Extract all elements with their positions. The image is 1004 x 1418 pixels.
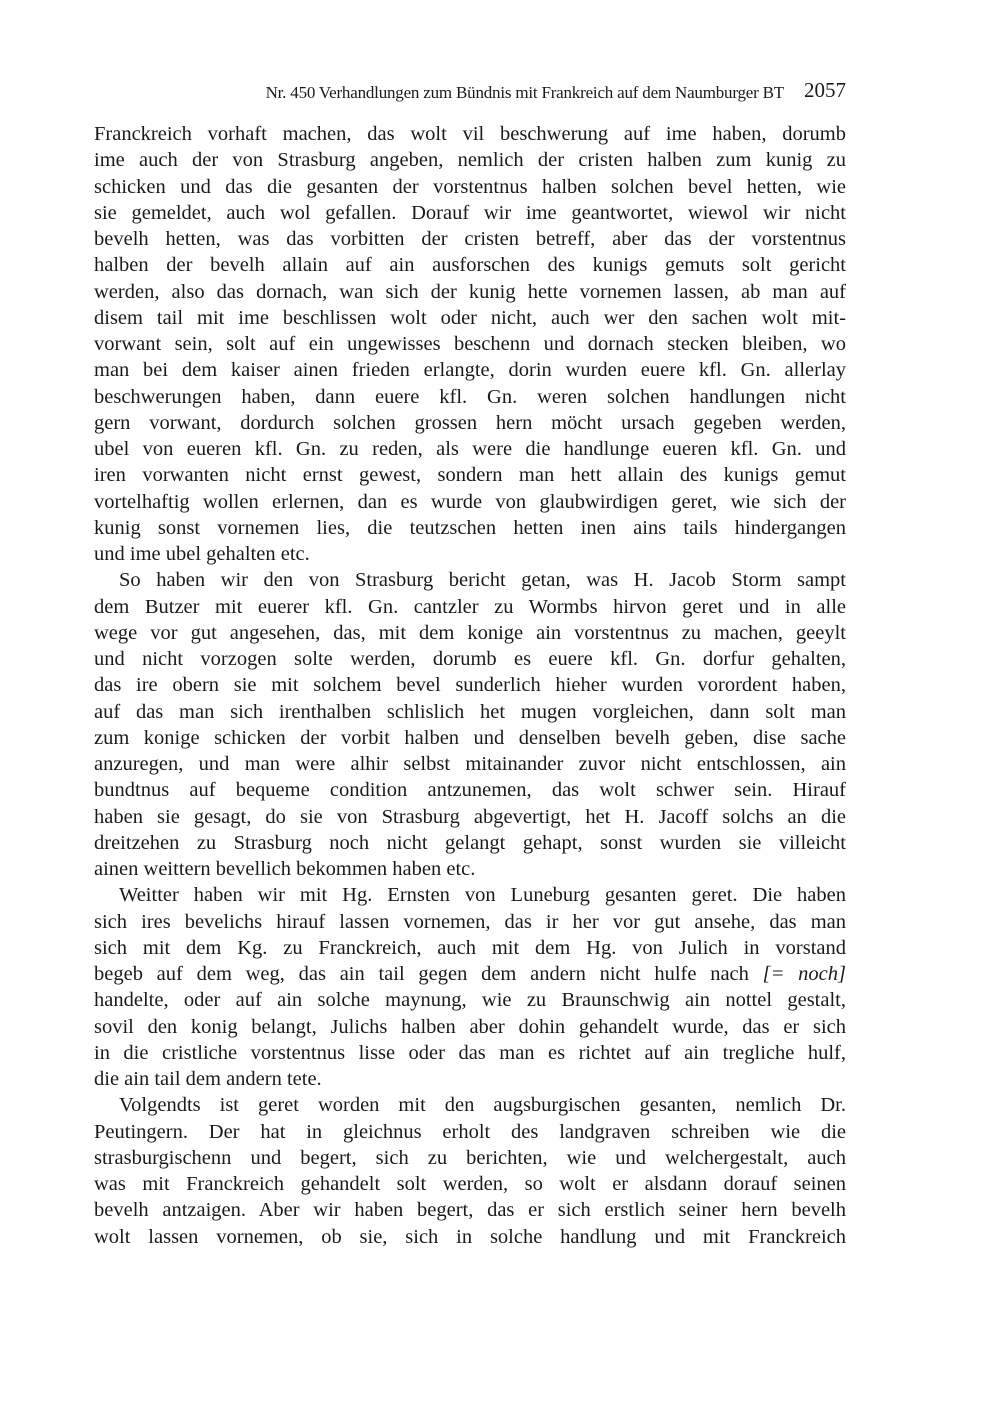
text-line: handelte, oder auf ain solche maynung, wie zu Braunschwig ain nottel gestalt, xyxy=(94,989,846,1012)
text-line: und ime ubel gehalten etc. xyxy=(94,543,310,565)
text-line: So haben wir den von Strasburg bericht getan, was H. Jacob Storm sampt xyxy=(119,569,846,592)
text-line: das ire obern sie mit solchem bevel sunderlich hieher wurden vorordent haben, xyxy=(94,674,846,697)
text-line: iren vorwanten nicht ernst gewest, sondern man hett allain des kunigs gemut xyxy=(94,464,846,487)
paragraph-1 xyxy=(94,121,846,567)
text-line: auf das man sich irenthalben schlislich het mugen vorgleichen, dann solt man xyxy=(94,700,846,723)
text-line: dreitzehen zu Strasburg noch nicht gelangt gehapt, sonst wurden sie villeicht xyxy=(94,831,846,854)
text-line: was mit Franckreich gehandelt solt werden, so wolt er alsdann dorauf seinen xyxy=(94,1173,846,1195)
text-line: wolt lassen vornemen, ob sie, sich in solche handlung und mit Franckreich xyxy=(94,1225,846,1248)
text-line: kunig sonst vornemen lies, die teutzschen hetten inen ains tails hindergangen xyxy=(94,516,846,539)
text-line: ubel von eueren kfl. Gn. zu reden, als were die handlunge eueren kfl. Gn. und xyxy=(94,438,846,460)
text-line: wege vor gut angesehen, das, mit dem konige ain vorstentnus zu machen, geeylt xyxy=(94,621,846,644)
text-line: anzuregen, und man were alhir selbst mitainander zuvor nicht entschlossen, ain xyxy=(94,753,846,775)
text-line: vorwant sein, solt auf ein ungewisses beschenn und dornach stecken bleiben, wo xyxy=(94,333,846,355)
text-line: Peutingern. Der hat in gleichnus erholt des landgraven schreiben wie die xyxy=(94,1120,846,1143)
text-line: haben sie gesagt, do sie von Strasburg abgevertigt, het H. Jacoff solchs an die xyxy=(94,805,846,828)
text-line: die ain tail dem andern tete. xyxy=(94,1068,322,1090)
editorial-note: [= noch] xyxy=(762,963,846,985)
text-line: Volgendts ist geret worden mit den augsburgischen gesanten, nemlich Dr. xyxy=(119,1094,846,1117)
text-segment: begeb auf dem weg, das ain tail gegen dem andern nicht hulfe nach xyxy=(94,963,763,985)
text-line: sich ires bevelichs hirauf lassen vornemen, das ir her vor gut ansehe, das man xyxy=(94,910,846,933)
text-line: schicken und das die gesanten der vorstentnus halben solchen bevel hetten, wie xyxy=(94,175,846,198)
text-line: Weitter haben wir mit Hg. Ernsten von Luneburg gesanten geret. Die haben xyxy=(119,884,846,907)
paragraph-4 xyxy=(94,1092,846,1250)
text-line: gern vorwant, dordurch solchen grossen hern möcht ursach gegeben werden, xyxy=(94,411,846,434)
text-line: und nicht vorzogen solte werden, dorumb es euere kfl. Gn. dorfur gehalten, xyxy=(94,648,846,670)
text-line: strasburgischenn und begert, sich zu berichten, wie und welchergestalt, auch xyxy=(94,1146,846,1169)
text-line: werden, also das dornach, wan sich der kunig hette vornemen lassen, ab man auf xyxy=(94,280,846,303)
text-line: sovil den konig belangt, Julichs halben aber dohin gehandelt wurde, das er sich xyxy=(94,1015,846,1038)
text-line: ime auch der von Strasburg angeben, nemlich der cristen halben zum kunig zu xyxy=(94,149,846,172)
text-line: in die cristliche vorstentnus lisse oder das man es richtet auf ain tregliche hulf, xyxy=(94,1041,846,1064)
text-line xyxy=(94,961,846,987)
text-line: beschwerungen haben, dann euere kfl. Gn. weren solchen handlungen nicht xyxy=(94,385,846,408)
text-line: zum konige schicken der vorbit halben und denselben bevelh geben, dise sache xyxy=(94,726,846,749)
paragraph-3 xyxy=(94,882,846,1092)
page-number: 2057 xyxy=(804,78,846,102)
text-line: sich mit dem Kg. zu Franckreich, auch mit dem Hg. von Julich in vorstand xyxy=(94,936,846,959)
document-body xyxy=(94,121,846,1250)
text-line: bundtnus auf bequeme condition antzunemen, das wolt schwer sein. Hirauf xyxy=(94,779,846,802)
header-title: Nr. 450 Verhandlungen zum Bündnis mit Frankreich auf dem Naumburger BT xyxy=(265,83,784,102)
text-line: dem Butzer mit euerer kfl. Gn. cantzler zu Wormbs hirvon geret und in alle xyxy=(94,595,846,618)
text-line: bevelh hetten, was das vorbitten der cristen betreff, aber das der vorstentnus xyxy=(94,228,846,250)
running-header xyxy=(94,78,846,108)
paragraph-2 xyxy=(94,567,846,882)
text-line: man bei dem kaiser ainen frieden erlangte, dorin wurden euere kfl. Gn. allerlay xyxy=(94,359,846,382)
text-line: halben der bevelh allain auf ain ausforschen des kunigs gemuts solt gericht xyxy=(94,254,846,277)
text-line: disem tail mit ime beschlissen wolt oder nicht, auch wer den sachen wolt mit- xyxy=(94,306,846,329)
text-line: vortelhaftig wollen erlernen, dan es wurde von glaubwirdigen geret, wie sich der xyxy=(94,490,846,513)
text-line: bevelh antzaigen. Aber wir haben begert, das er sich erstlich seiner hern bevelh xyxy=(94,1199,846,1222)
text-line: sie gemeldet, auch wol gefallen. Dorauf wir ime geantwortet, wiewol wir nicht xyxy=(94,201,846,224)
text-line: Franckreich vorhaft machen, das wolt vil beschwerung auf ime haben, dorumb xyxy=(94,123,846,145)
text-line: ainen weittern bevellich bekommen haben etc. xyxy=(94,858,476,880)
